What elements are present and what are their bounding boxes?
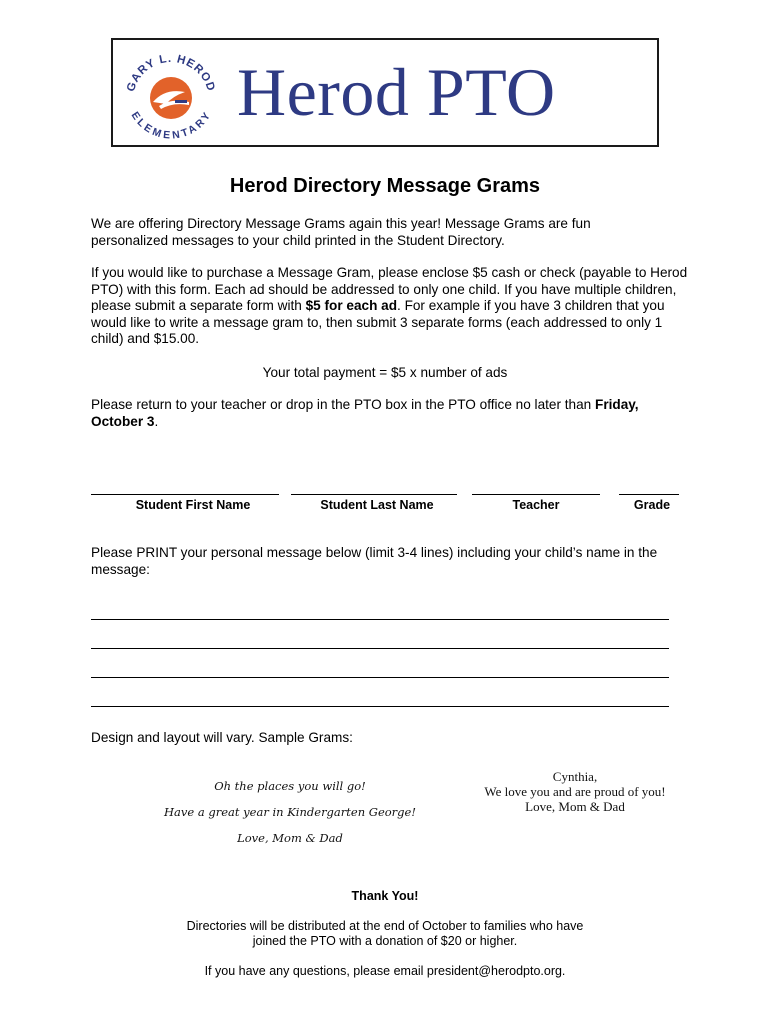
message-line-4[interactable] [91, 706, 669, 707]
distribution-note: Directories will be distributed at the end of October to families who have joined the PTO with a donation of $20 or higher. [186, 919, 584, 948]
grade-label: Grade [633, 498, 671, 512]
sample-right-line: We love you and are proud of you! [484, 784, 666, 799]
sample-left-line: Love, Mom & Dad [237, 831, 343, 845]
svg-text:GARY L. HEROD: GARY L. HEROD [124, 52, 218, 94]
purchase-text-2: . For example if you have 3 children that you would like to write a message gram to, then submit 3 separate forms (each addressed to only 1 child) and $15.00. [91, 298, 665, 346]
return-text-2: . [154, 413, 159, 429]
message-line-1[interactable] [91, 619, 669, 620]
brand-title: Herod PTO [237, 54, 556, 130]
last-name-field[interactable] [291, 494, 457, 495]
thank-you: Thank You! [351, 889, 419, 903]
sample-gram-right [470, 769, 680, 814]
message-line-3[interactable] [91, 677, 669, 678]
teacher-field[interactable] [472, 494, 600, 495]
sample-right-line: Love, Mom & Dad [525, 799, 625, 814]
total-payment: Your total payment = $5 x number of ads [262, 365, 508, 380]
sample-gram-left [150, 777, 430, 855]
contact-note: If you have any questions, please email president@herodpto.org. [204, 964, 566, 978]
purchase-emphasis: $5 for each ad [305, 298, 398, 313]
return-text-1: Please return to your teacher or drop in the PTO box in the PTO office no later than [91, 397, 596, 412]
sample-left-line: Oh the places you will go! [214, 779, 366, 793]
purchase-text-1: If you would like to purchase a Message Gram, please enclose $5 cash or check (payable to Herod PTO) with this form. Each ad should be addressed to only one child. If you have multiple children, please submit a separate form with [91, 265, 688, 313]
sample-left-line: Have a great year in Kindergarten George! [164, 805, 416, 819]
design-note: Design and layout will vary. Sample Grams: [91, 730, 353, 745]
sample-right-line: Cynthia, [552, 769, 598, 784]
return-paragraph [91, 397, 671, 430]
intro-paragraph: We are offering Directory Message Grams again this year! Message Grams are fun personalized messages to your child printed in the Student Directory. [91, 216, 591, 248]
svg-text:ELEMENTARY: ELEMENTARY [128, 109, 214, 142]
message-line-2[interactable] [91, 648, 669, 649]
last-name-label: Student Last Name [320, 498, 434, 512]
header-banner [111, 38, 659, 147]
first-name-field[interactable] [91, 494, 279, 495]
page-title: Herod Directory Message Grams [229, 175, 541, 197]
school-seal-logo [119, 42, 223, 146]
message-prompt: Please PRINT your personal message below (limit 3-4 lines) including your child’s name in the message: [91, 545, 658, 577]
grade-field[interactable] [619, 494, 679, 495]
first-name-label: Student First Name [135, 498, 251, 512]
return-deadline: Friday, October 3 [91, 397, 639, 429]
teacher-label: Teacher [512, 498, 560, 512]
purchase-paragraph [91, 265, 691, 348]
